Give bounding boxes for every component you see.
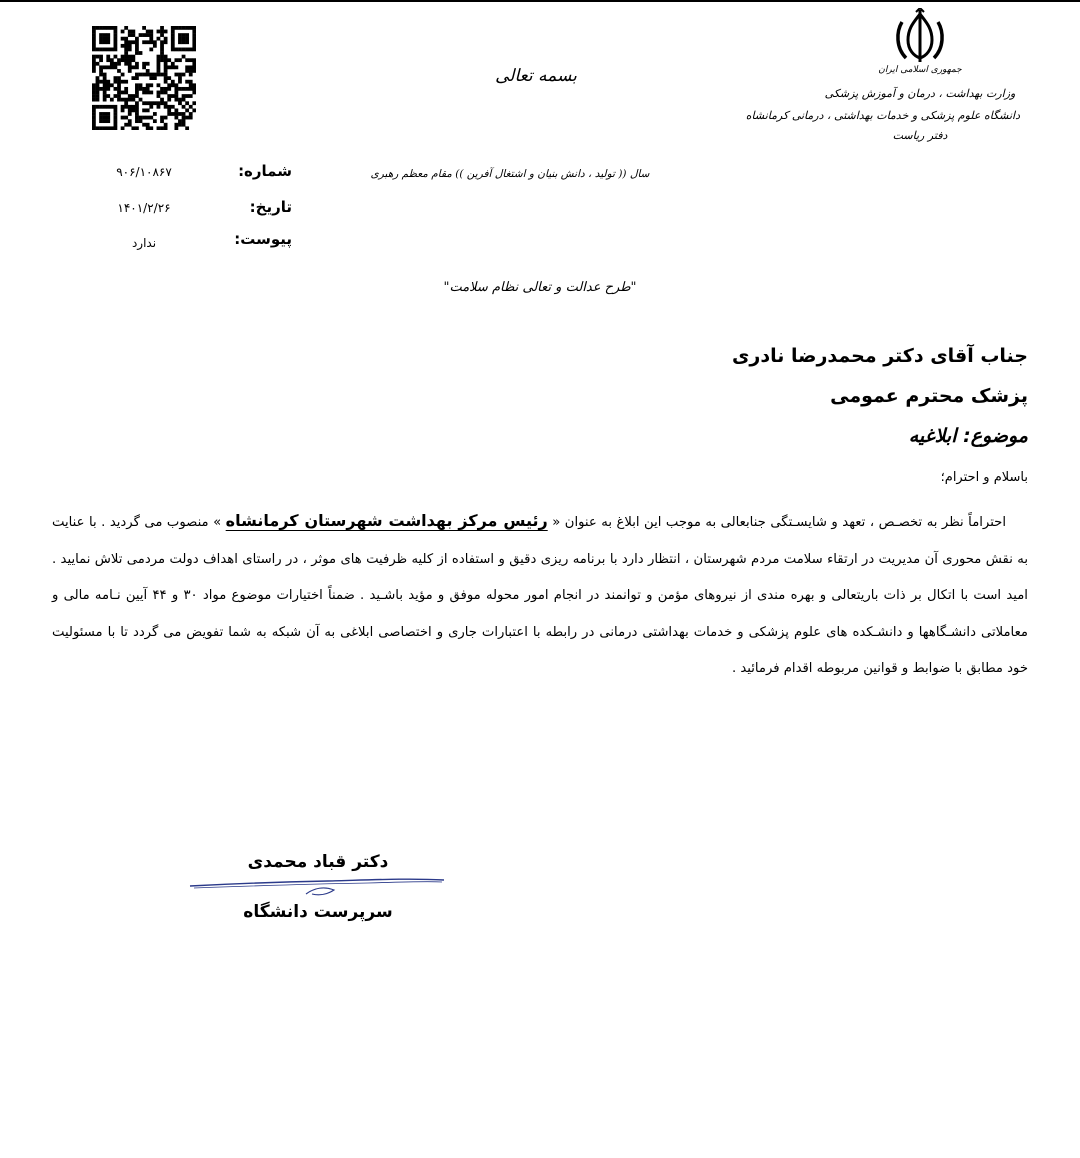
top-border bbox=[0, 0, 1080, 2]
org-country: جمهوری اسلامی ایران bbox=[878, 65, 962, 75]
subject-label: موضوع: bbox=[963, 425, 1028, 447]
program-slogan: "طرح عدالت و تعالی نظام سلامت" bbox=[443, 280, 637, 295]
year-slogan: سال (( تولید ، دانش بنیان و اشتغال آفرین )) مقام معظم رهبری bbox=[370, 168, 650, 180]
body-part-2: » منصوب می گردید . با عنایت به نقش محوری آن مدیریت در ارتقاء سلامت مردم شهرستان ، انتظار دارد با برنامه ریزی دقیق و استفاده از کلیه ظرفیت های موثر ، در راستای اهداف دولت مردمی تلاش نمایید . امید است با اتکال بر ذات باریتعالی و بهره مندی از نیروهای مؤمن و توانمند در انجام امور محوله موفق و مؤید باشـید . ضمناً اختیارات موضوع مواد ۳۰ و ۴۴ آیین نـامه مالی و معاملاتی دانشـگاهها و دانشـکده های علوم پزشکی و خدمات بهداشتی درمانی در رابطه با اعتبارات جاری و اختصاصی ابلاغی به آن شبکه به شما تفویض می گردد تا با مسئولیت خود مطابق با ضوابط و قوانین مربوطه اقدام فرمائید . bbox=[52, 515, 1028, 676]
greeting: باسلام و احترام؛ bbox=[940, 470, 1028, 485]
besmeh-title: بسمه تعالی bbox=[495, 66, 577, 86]
iran-emblem-icon bbox=[894, 8, 946, 64]
org-university: دانشگاه علوم پزشکی و خدمات بهداشتی ، درمانی کرمانشاه bbox=[745, 108, 1020, 122]
attachment-value: ندارد bbox=[131, 236, 157, 250]
number-value: ۹۰۶/۱۰۸۶۷ bbox=[116, 165, 172, 179]
org-office: دفتر ریاست bbox=[892, 129, 948, 143]
number-label: شماره: bbox=[238, 162, 292, 180]
appointed-position: رئیس مرکز بهداشت شهرستان کرمانشاه bbox=[225, 511, 548, 530]
signer-name: دکتر قباد محمدی bbox=[247, 852, 389, 872]
body-part-1: احتراماً نظر به تخصـص ، تعهد و شایسـتگی جنابعالی به موجب این ابلاغ به عنوان « bbox=[547, 515, 1006, 530]
letter-body bbox=[52, 503, 1028, 688]
recipient-name: جناب آقای دکتر محمدرضا نادری bbox=[732, 345, 1028, 367]
org-ministry: وزارت بهداشت ، درمان و آموزش پزشکی bbox=[824, 86, 1016, 100]
attachment-label: پیوست: bbox=[234, 230, 292, 248]
signer-title: سرپرست دانشگاه bbox=[243, 902, 393, 922]
qr-code-icon bbox=[92, 26, 196, 130]
date-value: ۱۴۰۱/۲/۲۶ bbox=[117, 201, 171, 215]
subject-line bbox=[909, 425, 1028, 447]
recipient-title: پزشک محترم عمومی bbox=[830, 385, 1028, 407]
organization-header bbox=[745, 8, 1020, 144]
date-label: تاریخ: bbox=[249, 198, 292, 216]
subject-value: ابلاغیه bbox=[908, 425, 957, 447]
